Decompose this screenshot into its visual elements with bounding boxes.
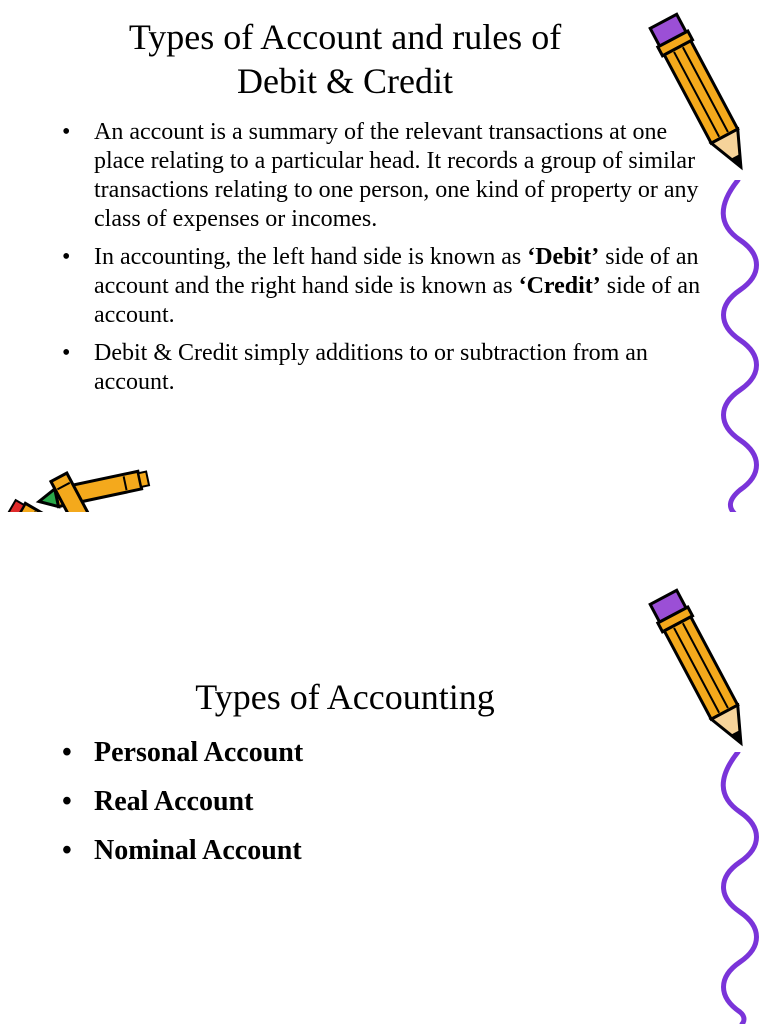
account-type-personal: Personal Account [94,737,304,768]
list-item [62,243,702,330]
account-type-nominal: Nominal Account [94,835,302,866]
slide-2 [0,512,768,1024]
list-item [62,339,702,397]
bullet-text: An account is a summary of the relevant transactions at one place relating to a particular head. It records a group of similar transactions relating to one person, one kind of property or any class of expenses or incomes. [94,119,699,232]
list-item [62,785,582,819]
crossed-crayons-icon [0,462,155,512]
bullet-icon: • [62,737,72,768]
squiggle-line-icon [718,180,768,512]
slide-2-title: Types of Accounting [195,677,495,717]
list-item [62,118,702,234]
pencil-icon [646,578,756,758]
bullet-icon: • [62,786,72,817]
credit-term: ‘Credit’ [518,273,601,299]
list-item [62,736,582,770]
bullet-text-segment: side of an account. [94,273,701,328]
bullet-text-segment: side of an account and the right hand side is known as [94,244,699,299]
debit-term: ‘Debit’ [527,244,600,270]
bullet-text [94,243,702,330]
bullet-text: Debit & Credit simply additions to or subtraction from an account. [94,340,648,395]
pencil-icon [646,2,756,182]
slide-2-bullet-list [62,736,582,883]
bullet-icon: • [62,340,71,366]
slide-1-title [40,15,650,103]
title-line-1: Types of Account and rules of [128,17,562,57]
title-line-2: Debit & Credit [237,61,453,101]
list-item [62,834,582,868]
bullet-icon: • [62,244,71,270]
squiggle-line-icon [718,752,768,1024]
account-type-real: Real Account [94,786,254,817]
slide-1-bullet-list [62,118,702,406]
bullet-icon: • [62,119,71,145]
bullet-text-segment: In accounting, the left hand side is known as [94,244,528,270]
bullet-icon: • [62,835,72,866]
